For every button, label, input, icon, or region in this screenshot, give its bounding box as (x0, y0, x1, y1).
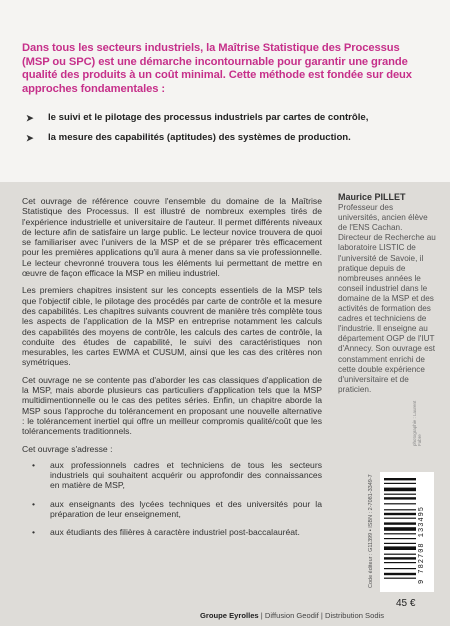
author-block (338, 192, 436, 395)
approach-text: la mesure des capabilités (aptitudes) des systèmes de production. (48, 131, 351, 143)
description-paragraph: Les premiers chapitres insistent sur les concepts essentiels de la MSP tels que l'objectif cible, le pilotage des procédés par carte de contrôle et la mesure des capabilités. Les chapitres suivants couvrent de manière très complète tous les aspects de l'application de la MSP en entreprise notamment les calculs des capabilités des moyens de contrôle, les calculs des cartes de contrôle, la conduite des études de capabilité, le suivi des caractéristiques non mesurables, les cartes EWMA et CUSUM, ainsi que les cas des critères non symétriques. (22, 285, 322, 368)
description-column (22, 196, 322, 546)
approaches-list (26, 112, 426, 151)
barcode-number: 9 782708 133495 (418, 505, 426, 584)
isbn-text: Code éditeur : G11399 • ISBN : 2-7081-3349-7 (368, 474, 374, 588)
distribution-text: | Diffusion Geodif | Distribution Sodis (260, 611, 385, 620)
audience-item (22, 460, 322, 491)
audience-text: aux étudiants des filières à caractère industriel post-baccalauréat. (50, 527, 300, 538)
description-paragraph: Cet ouvrage ne se contente pas d'aborder les cas classiques d'application de la MSP, mais aborde plusieurs cas particuliers d'application tels que la MSP multidimentionnelle ou le cas des petites séries. Enfin, un chapitre aborde la MSP sous l'approche du tolérancement en proposant une nouvelle alternative : le tolérancement inertiel qui offre un meilleur compromis qualité/coût que les tolérancements traditionnels. (22, 374, 322, 437)
bullet-dot-icon: • (32, 527, 36, 538)
audience-title: Cet ouvrage s'adresse : (22, 443, 113, 454)
bullet-dot-icon: • (32, 498, 36, 509)
price: 45 € (396, 598, 416, 609)
barcode-bars-icon (384, 472, 418, 592)
arrow-bullet-icon: ➤ (26, 113, 34, 123)
author-bio: Professeur des universités, ancien élève de l'ENS Cachan. Directeur de Recherche au laboratoire LISTIC de l'université de Savoie, il pratique depuis de nombreuses années le conseil industriel dans le domaine de la MSP et des activités de formation des cadres et techniciens de l'industrie. Il enseigne au département OGP de l'IUT d'Annecy. Son ouvrage est constamment enrichi de cette double expérience d'universitaire et de praticien. (338, 203, 436, 394)
publisher-name: Groupe Eyrolles (200, 611, 259, 620)
audience-text: aux professionnels cadres et techniciens de tous les secteurs industriels qui souhaitent acquérir ou approfondir des connaissances en matière de MSP, (50, 459, 322, 491)
approach-item (26, 132, 426, 144)
bullet-dot-icon: • (32, 459, 36, 470)
audience-list (22, 460, 322, 538)
approach-item (26, 112, 426, 124)
audience-item (22, 499, 322, 520)
photo-credit: photographie : Laurent Fabre (412, 400, 422, 446)
barcode (380, 472, 434, 592)
publisher-footer (200, 611, 384, 620)
description-paragraph: Cet ouvrage de référence couvre l'ensemble du domaine de la Maîtrise Statistique des Processus. Il est illustré de nombreux exemples tirés de l'expérience industrielle et universitaire de l'auteur. Il permet différents niveaux de lecture afin de satisfaire un large public. Le lecteur novice trouvera de quoi se familiariser avec l'univers de la MSP et de se préparer très efficacement pour les premières applications qu'il aura à mener dans sa vie professionnelle. Le lecteur chevronné trouvera tous les éléments lui permettant de mettre en œuvre de façon efficace la MSP en milieu industriel. (22, 196, 322, 279)
author-name: Maurice PILLET (338, 192, 406, 202)
audience-item (22, 527, 322, 537)
approach-text: le suivi et le pilotage des processus industriels par cartes de contrôle, (48, 112, 369, 123)
arrow-bullet-icon: ➤ (26, 132, 34, 143)
intro-text: Dans tous les secteurs industriels, la Maîtrise Statistique des Processus (MSP ou SPC) est une démarche incontournable pour garantir une grande qualité des produits à un coût minimal. Cette méthode est fondée sur deux approches fondamentales : (22, 42, 412, 95)
audience-text: aux enseignants des lycées techniques et des universités pour la préparation de leur enseignement, (50, 498, 322, 520)
cover-header-panel (0, 0, 450, 182)
